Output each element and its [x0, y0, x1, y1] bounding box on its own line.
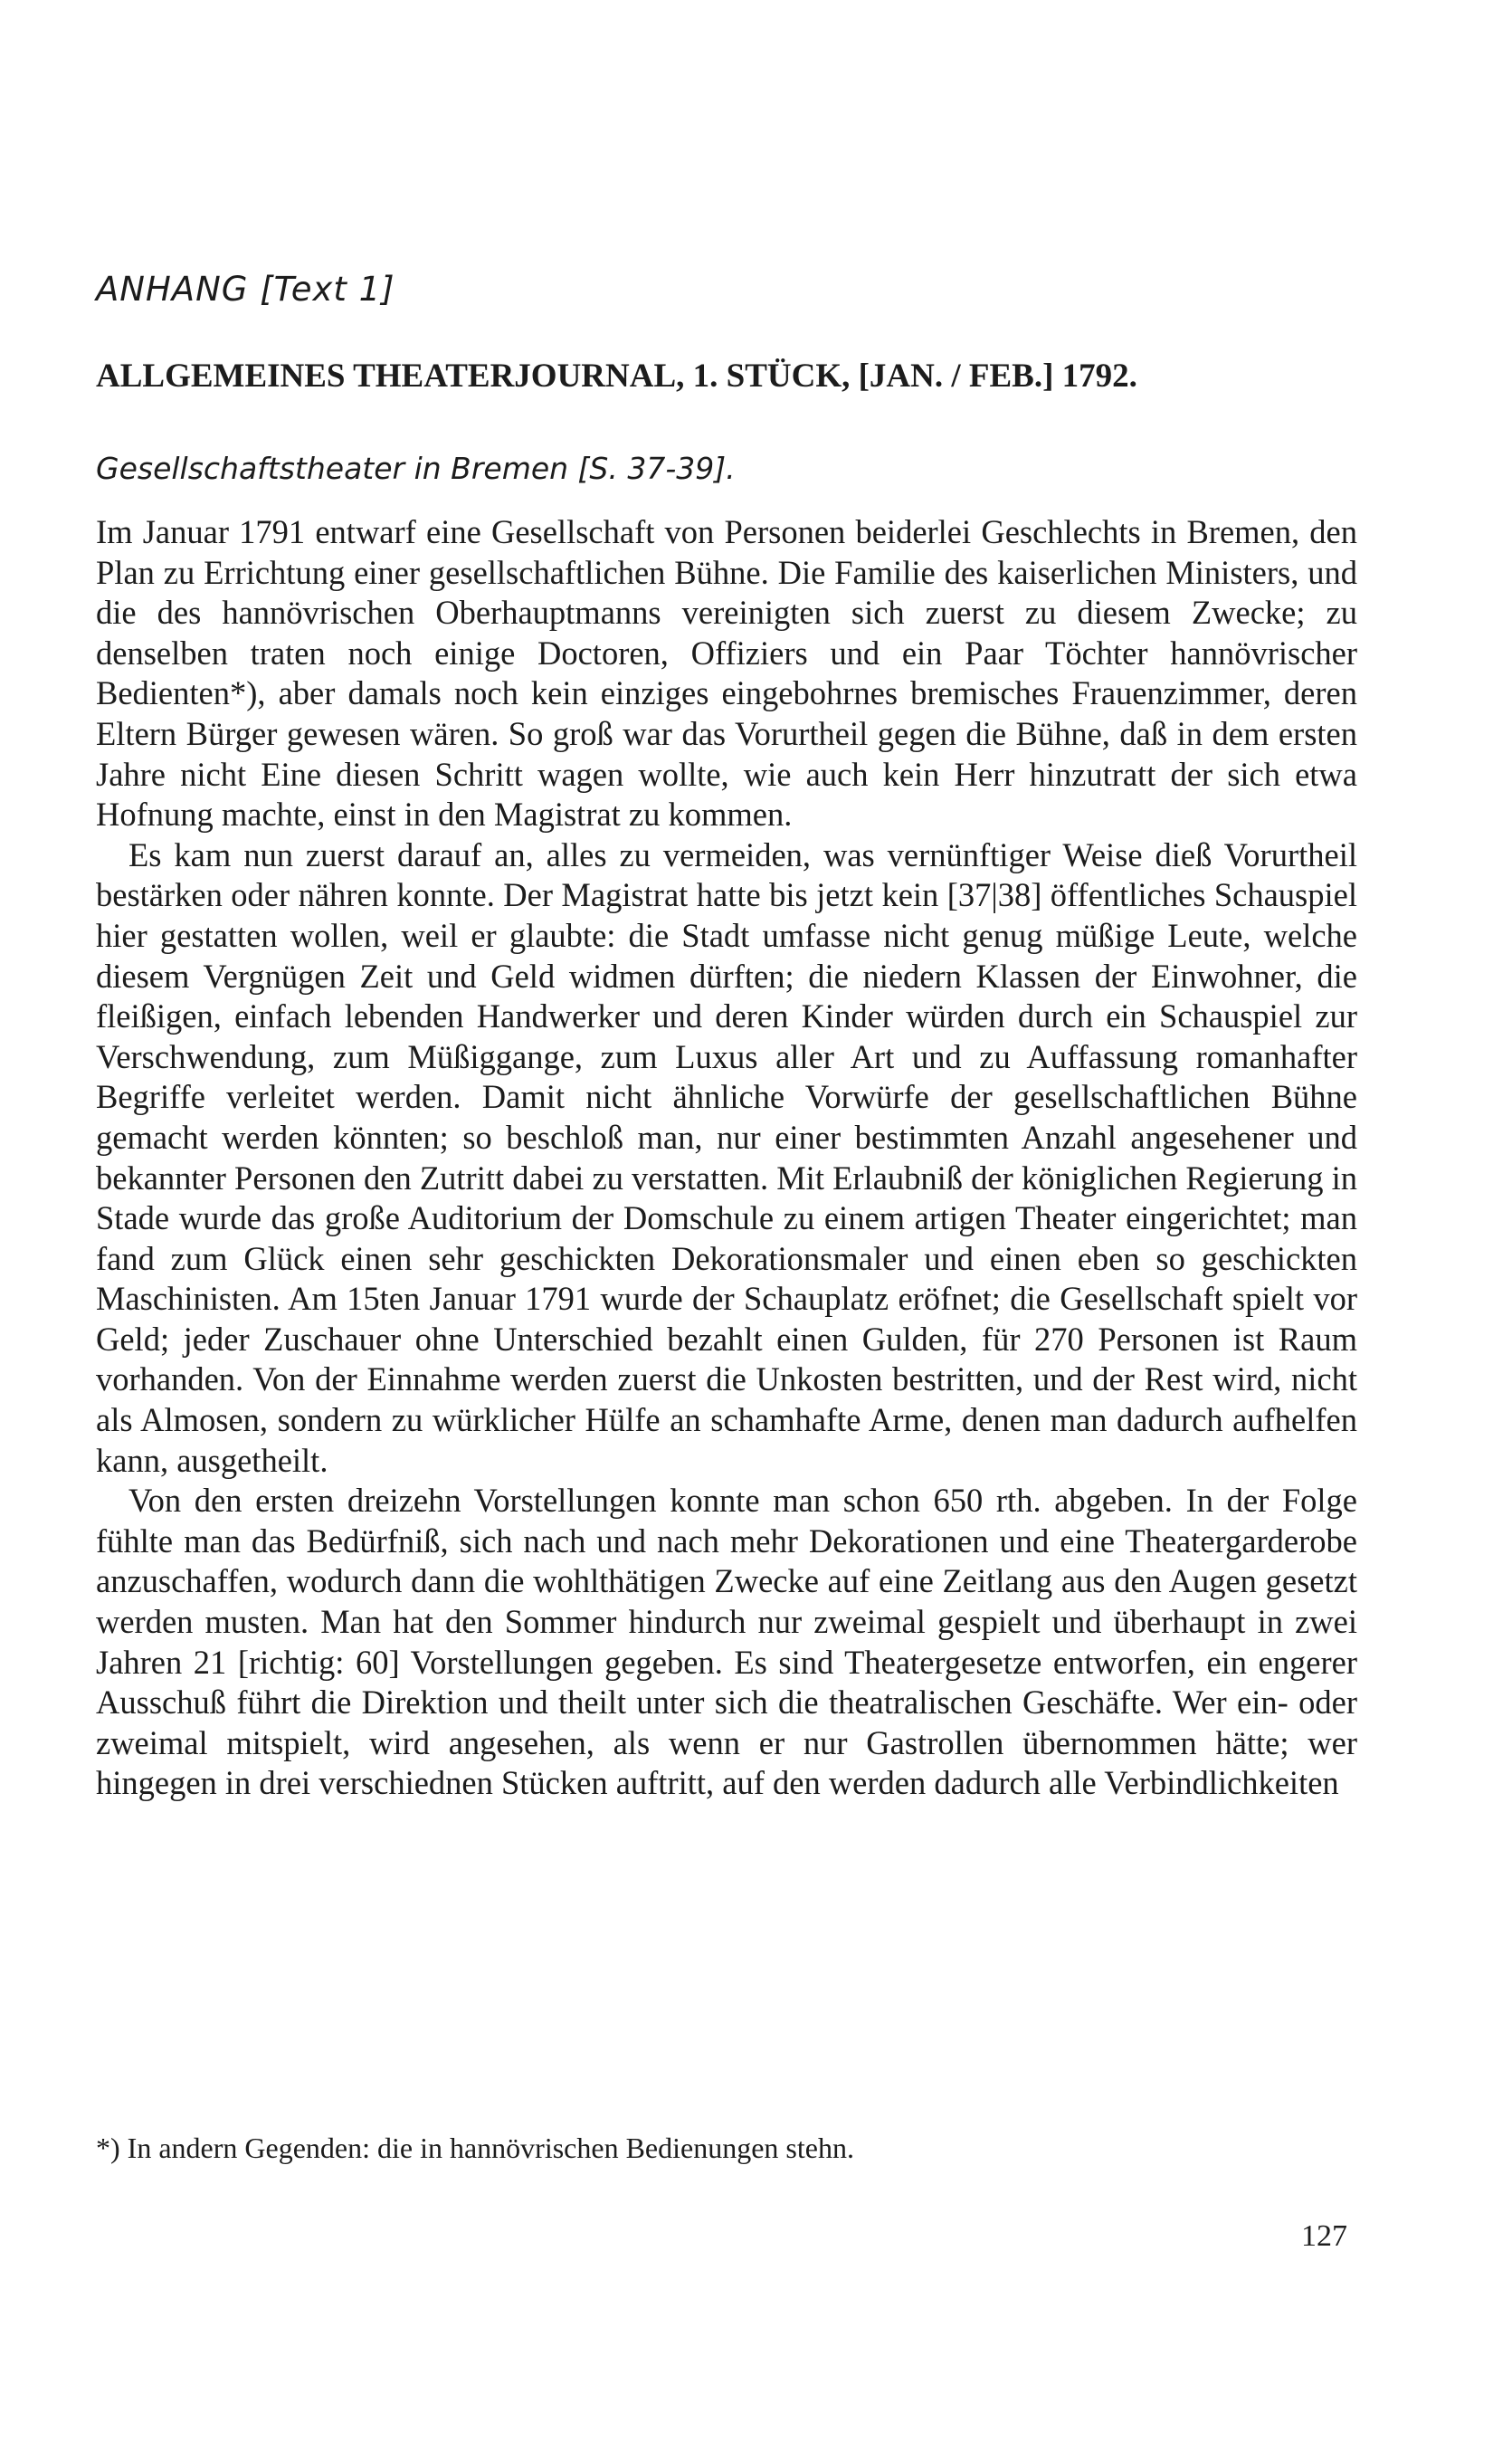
paragraph-1: Im Januar 1791 entwarf eine Gesellschaft von Personen beiderlei Geschlechts in Bremen, den Plan zu Errichtung einer gesellschaftlichen Bühne. Die Familie des kaiserlichen Ministers, und die des hannövrischen Oberhauptmanns vereinigten sich zuerst zu diesem Zwecke; zu denselben traten noch einige Doctoren, Offiziers und ein Paar Töchter hannövrischer Bedienten*), aber damals noch kein einziges eingebohrnes bremisches Frauenzimmer, deren Eltern Bürger gewesen wären. So groß war das Vorurtheil gegen die Bühne, daß in dem ersten Jahre nicht Eine diesen Schritt wagen wollte, wie auch kein Herr hinzutratt der sich etwa Hofnung machte, einst in den Magistrat zu kommen. — [96, 513, 1357, 834]
paragraph-2: Es kam nun zuerst darauf an, alles zu vermeiden, was vernünftiger Weise dieß Vorurtheil bestärken oder nähren konnte. Der Magistrat hatte bis jetzt kein [37|38] öffentliches Schauspiel hier gestatten wollen, weil er glaubte: die Stadt umfasse nicht genug müßige Leute, welche diesem Vergnügen Zeit und Geld widmen dürften; die niedern Klassen der Einwohner, die fleißigen, einfach lebenden Handwerker und deren Kinder würden durch ein Schauspiel zur Verschwendung, zum Müßiggange, zum Luxus aller Art und zu Auffassung romanhafter Begriffe verleitet werden. Damit nicht ähnliche Vorwürfe der gesellschaftlichen Bühne gemacht werden könnten; so beschloß man, nur einer bestimmten Anzahl angesehener und bekannter Personen den Zutritt dabei zu verstatten. Mit Erlaubniß der königlichen Regierung in Stade wurde das große Auditorium der Domschule zu einem artigen Theater eingerichtet; man fand zum Glück einen sehr geschickten Dekorationsmaler und einen eben so geschickten Maschinisten. Am 15ten Januar 1791 wurde der Schauplatz eröfnet; die Gesellschaft spielt vor Geld; jeder Zuschauer ohne Unterschied bezahlt einen Gulden, für 270 Personen ist Raum vorhanden. Von der Einnahme werden zuerst die Unkosten bestritten, und der Rest wird, nicht als Almosen, sondern zu würklicher Hülfe an schamhafte Arme, denen man dadurch aufhelfen kann, ausgetheilt. — [96, 835, 1357, 1479]
paragraph-3: Von den ersten dreizehn Vorstellungen konnte man schon 650 rth. abgeben. In der Folge fühlte man das Bedürfniß, sich nach und nach mehr Dekorationen und eine Theatergarderobe anzuschaffen, wodurch dann die wohlthätigen Zwecke auf eine Zeitlang aus den Augen gesetzt werden musten. Man hat den Sommer hindurch nur zweimal gespielt und überhaupt in zwei Jahren 21 [richtig: 60] Vorstellungen gegeben. Es sind Theatergesetze entworfen, ein engerer Ausschuß führt die Direktion und theilt unter sich die theatralischen Geschäfte. Wer ein- oder zweimal mitspielt, wird angesehen, als wenn er nur Gastrollen übernommen hätte; wer hingegen in drei verschiednen Stücken auftritt, auf den werden dadurch alle Verbindlichkeiten — [96, 1482, 1357, 1802]
section-label: ANHANG [Text 1] — [96, 270, 395, 309]
article-body — [96, 512, 1357, 1804]
footnote: *) In andern Gegenden: die in hannövrischen Bedienungen stehn. — [96, 2132, 854, 2164]
article-subheading: Gesellschaftstheater in Bremen [S. 37-39]. — [96, 451, 736, 486]
page-number: 127 — [1301, 2219, 1347, 2253]
journal-title: ALLGEMEINES THEATERJOURNAL, 1. STÜCK, [JAN. / FEB.] 1792. — [96, 358, 1137, 395]
